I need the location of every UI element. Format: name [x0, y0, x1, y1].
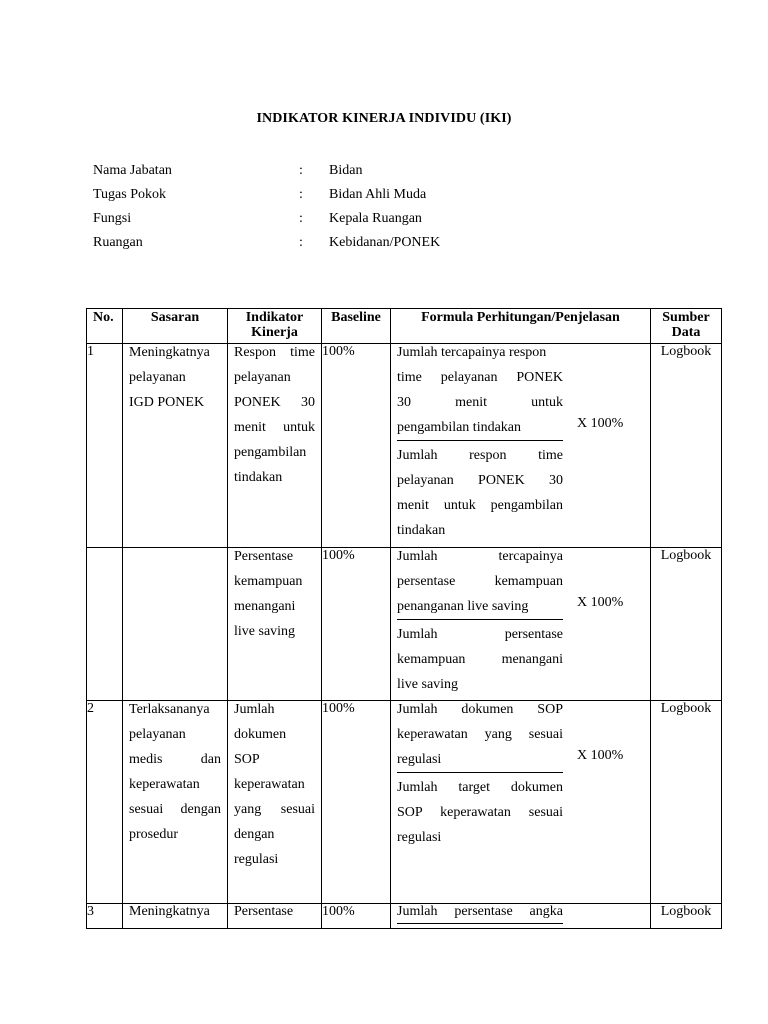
cell-no: 1 — [87, 344, 123, 548]
info-label: Ruangan — [93, 235, 143, 250]
cell-formula — [391, 701, 651, 904]
cell-baseline: 100% — [322, 548, 391, 701]
info-label: Tugas Pokok — [93, 187, 167, 202]
info-value: Bidan Ahli Muda — [329, 187, 427, 202]
header-formula: Formula Perhitungan/Penjelasan — [391, 309, 651, 344]
cell-no — [87, 548, 123, 701]
cell-sasaran: Meningkatnya pelayanan IGD PONEK — [123, 344, 228, 548]
cell-sumber: Logbook — [651, 701, 722, 904]
formula-numerator: Jumlah dokumen SOP keperawatan yang sesuai regulasi — [397, 697, 563, 773]
header-baseline: Baseline — [322, 309, 391, 344]
formula-multiplier: X 100% — [577, 748, 624, 763]
info-value: Kebidanan/PONEK — [329, 235, 441, 250]
formula-numerator: Jumlah tercapainya persentase kemampuan penanganan live saving — [397, 544, 563, 620]
cell-formula — [391, 548, 651, 701]
formula-denominator: Jumlah respon time pelayanan PONEK 30 menit untuk pengambilan tindakan — [397, 448, 563, 538]
formula-numerator: Jumlah tercapainya respon time pelayanan PONEK 30 menit untuk pengambilan tindakan — [397, 340, 563, 441]
info-value: Bidan — [329, 163, 363, 178]
cell-sasaran: Meningkatnya — [123, 904, 228, 929]
table-row — [87, 548, 722, 701]
cell-formula — [391, 904, 651, 929]
cell-indikator: Persentase — [228, 904, 322, 929]
cell-indikator: Jumlah dokumen SOP keperawatan yang sesuai dengan regulasi — [228, 701, 322, 904]
table-header-row — [87, 309, 722, 344]
cell-no: 3 — [87, 904, 123, 929]
formula-denominator: Jumlah persentase kemampuan menangani live saving — [397, 627, 563, 692]
cell-indikator: Respon time pelayanan PONEK 30 menit untuk pengambilan tindakan — [228, 344, 322, 548]
info-label: Nama Jabatan — [93, 163, 172, 178]
cell-no: 2 — [87, 701, 123, 904]
cell-baseline: 100% — [322, 344, 391, 548]
info-separator: : — [299, 235, 303, 250]
page-title: INDIKATOR KINERJA INDIVIDU (IKI) — [256, 111, 512, 126]
cell-sumber: Logbook — [651, 548, 722, 701]
info-separator: : — [299, 163, 303, 178]
cell-formula — [391, 344, 651, 548]
table-row — [87, 701, 722, 904]
cell-baseline: 100% — [322, 904, 391, 929]
header-sasaran: Sasaran — [123, 309, 228, 344]
table-row — [87, 344, 722, 548]
header-sumber-data: Sumber Data — [651, 309, 722, 344]
cell-baseline: 100% — [322, 701, 391, 904]
formula-denominator: Jumlah target dokumen SOP keperawatan sesuai regulasi — [397, 780, 563, 845]
cell-indikator: Persentase kemampuan menangani live saving — [228, 548, 322, 701]
info-label: Fungsi — [93, 211, 132, 226]
cell-sasaran — [123, 548, 228, 701]
cell-sumber: Logbook — [651, 344, 722, 548]
formula-multiplier: X 100% — [577, 595, 624, 610]
formula-multiplier: X 100% — [577, 416, 624, 431]
cell-sumber: Logbook — [651, 904, 722, 929]
cell-sasaran: Terlaksananya pelayanan medis dan keperawatan sesuai dengan prosedur — [123, 701, 228, 904]
info-separator: : — [299, 187, 303, 202]
info-value: Kepala Ruangan — [329, 211, 422, 226]
header-indikator: Indikator Kinerja — [228, 309, 322, 344]
table-row — [87, 904, 722, 929]
info-separator: : — [299, 211, 303, 226]
formula-numerator: Jumlah persentase angka — [397, 904, 563, 924]
header-no: No. — [87, 309, 123, 344]
iki-table — [86, 308, 722, 929]
